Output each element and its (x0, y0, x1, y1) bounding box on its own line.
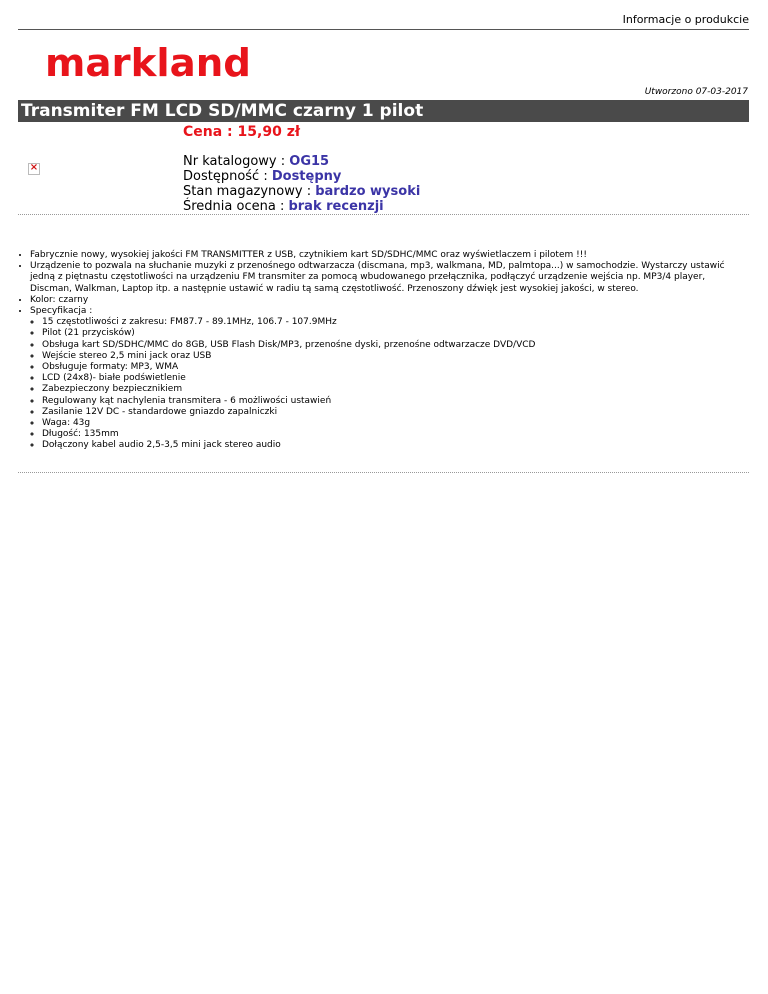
availability-value: Dostępny (271, 169, 342, 184)
spec-item: ◦ Waga: 43g (42, 418, 749, 429)
catalog-number-label: Nr katalogowy : (183, 154, 290, 169)
product-description (18, 250, 749, 452)
stock-row (183, 184, 420, 199)
list-item: • Kolor: czarny (30, 295, 749, 306)
svg-text:markland: markland (45, 41, 251, 85)
created-date: Utworzono 07-03-2017 (644, 87, 748, 97)
list-item: • Urządzenie to pozwala na słuchanie muzyki z przenośnego odtwarzacza (discmana, mp3, walkmana, MD, palmtopa...) w samochodzie. Wystarczy ustawić jedną z piętnastu częstotliwości na urządzeniu FM transmiter za pomocą wbudowanego przełącznika, podłączyć urządzenie wejścia np. MP3/4 player, Discman, Walkman, Laptop itp. a następnie ustawić w radiu tą samą częstotliwość. Przenoszony dźwięk jest wysokiej jakości, w stereo. (30, 261, 749, 295)
product-price: Cena : 15,90 zł (183, 124, 301, 140)
spec-list (30, 317, 749, 451)
page-header-title: Informacje o produkcie (622, 13, 749, 26)
spec-item: ◦ Wejście stereo 2,5 mini jack oraz USB (42, 351, 749, 362)
spec-item: ◦ Zabezpieczony bezpiecznikiem (42, 384, 749, 395)
rating-label: Średnia ocena : (183, 199, 289, 214)
availability-label: Dostępność : (183, 169, 272, 184)
list-item (30, 306, 749, 452)
spec-item: ◦ LCD (24x8)- białe podświetlenie (42, 373, 749, 384)
spec-item: ◦ Zasilanie 12V DC - standardowe gniazdo zapalniczki (42, 407, 749, 418)
spec-item: ◦ Obsługa kart SD/SDHC/MMC do 8GB, USB Flash Disk/MP3, przenośne dyski, przenośne odtwarzacze DVD/VCD (42, 340, 749, 351)
stock-label: Stan magazynowy : (183, 184, 316, 199)
spec-item: ◦ Regulowany kąt nachylenia transmitera - 6 możliwości ustawień (42, 396, 749, 407)
list-item: • Fabrycznie nowy, wysokiej jakości FM TRANSMITTER z USB, czytnikiem kart SD/SDHC/MMC oraz wyświetlaczem i pilotem !!! (30, 250, 749, 261)
stock-value: bardzo wysoki (315, 184, 421, 199)
catalog-number-row (183, 154, 420, 169)
broken-image-icon: × (29, 162, 39, 173)
spec-item: ◦ Obsługuje formaty: MP3, WMA (42, 362, 749, 373)
availability-row (183, 169, 420, 184)
product-title: Transmiter FM LCD SD/MMC czarny 1 pilot (21, 101, 424, 121)
divider (18, 214, 749, 215)
spec-item: ◦ 15 częstotliwości z zakresu: FM87.7 - 89.1MHz, 106.7 - 107.9MHz (42, 317, 749, 328)
spec-heading: Specyfikacja : (30, 306, 93, 317)
markland-logo (45, 38, 255, 88)
rating-value: brak recenzji (288, 199, 384, 214)
spec-item: ◦ Pilot (21 przycisków) (42, 328, 749, 339)
spec-item: ◦ Długość: 135mm (42, 429, 749, 440)
page-header (18, 12, 749, 30)
description-list (18, 250, 749, 452)
product-info (183, 154, 420, 214)
spec-item: ◦ Dołączony kabel audio 2,5-3,5 mini jack stereo audio (42, 440, 749, 451)
product-title-bar (18, 100, 749, 122)
rating-row (183, 199, 420, 214)
catalog-number-value: OG15 (289, 154, 330, 169)
divider (18, 472, 749, 473)
